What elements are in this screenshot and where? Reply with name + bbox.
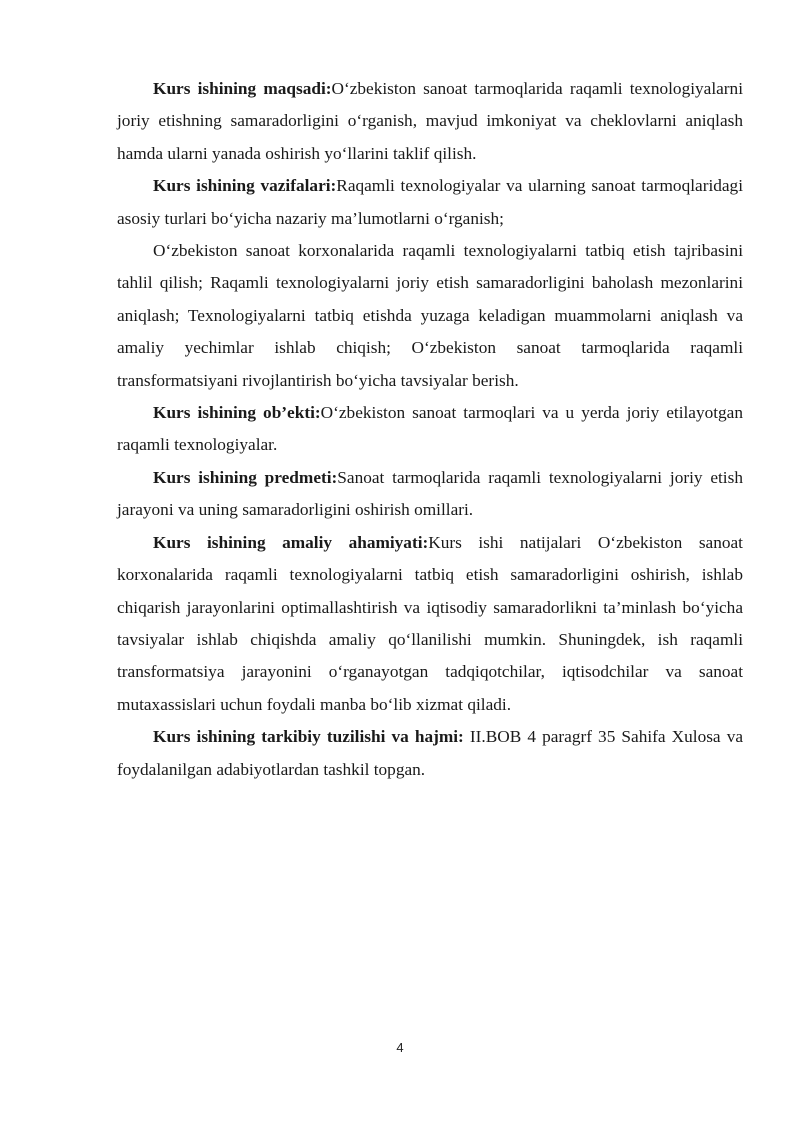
practical-significance-label: Kurs ishining amaliy ahamiyati: — [153, 532, 429, 552]
object-label: Kurs ishining ob’ekti: — [153, 403, 321, 423]
subject-text: Sanoat tarmoqlarida raqamli texnologiyalarni joriy etish jarayoni va uning samaradorligini oshirish omillari. — [117, 467, 743, 520]
paragraph-tasks-continued — [117, 235, 743, 397]
structure-text: II.BOB 4 paragrf 35 Sahifa Xulosa va foydalanilgan adabiyotlardan tashkil topgan. — [117, 727, 743, 779]
paragraph-purpose — [117, 73, 743, 170]
paragraph-tasks — [117, 170, 743, 235]
purpose-text: O‘zbekiston sanoat tarmoqlarida raqamli texnologiyalarni joriy etishning samaradorligini o‘rganish, mavjud imkoniyat va cheklovlarni aniqlash hamda ularni yanada oshirish yo‘llarini taklif qilish. — [117, 79, 743, 163]
purpose-label: Kurs ishining maqsadi: — [153, 79, 332, 98]
tasks-continued-text: O‘zbekiston sanoat korxonalarida raqamli texnologiyalarni tatbiq etish tajribasini tahlil qilish; Raqamli texnologiyalarni joriy etish samaradorligini baholash mezonlarini aniqlash; Texnologiyalarni tatbiq etishda yuzaga keladigan muammolarni aniqlash va amaliy yechimlar ishlab chiqish; O‘zbekiston sanoat tarmoqlarida raqamli transformatsiyani rivojlantirish bo‘yicha tavsiyalar berish. — [117, 241, 743, 390]
paragraph-structure — [117, 721, 743, 786]
paragraph-practical-significance — [117, 527, 743, 721]
paragraph-object — [117, 397, 743, 462]
practical-significance-text: Kurs ishi natijalari O‘zbekiston sanoat korxonalarida raqamli texnologiyalarni tatbiq etish samaradorligini oshirish, ishlab chiqarish jarayonlarini optimallashtirish va iqtisodiy samaradorlikni ta’minlash bo‘yicha tavsiyalar ishlab chiqishda amaliy qo‘llanilishi mumkin. Shuningdek, ish raqamli transformatsiya jarayonini o‘rganayotgan tadqiqotchilar, iqtisodchilar va sanoat mutaxassislari uchun foydali manba bo‘lib xizmat qiladi. — [117, 532, 743, 714]
page-number: 4 — [396, 1040, 404, 1055]
subject-label: Kurs ishining predmeti: — [153, 467, 338, 487]
tasks-text: Raqamli texnologiyalar va ularning sanoat tarmoqlaridagi asosiy turlari bo‘yicha nazariy ma’lumotlarni o‘rganish; — [117, 176, 743, 228]
paragraph-subject — [117, 462, 743, 527]
tasks-label: Kurs ishining vazifalari: — [153, 176, 337, 196]
object-text: O‘zbekiston sanoat tarmoqlari va u yerda joriy etilayotgan raqamli texnologiyalar. — [117, 403, 743, 455]
structure-label: Kurs ishining tarkibiy tuzilishi va hajmi: — [153, 727, 464, 747]
page-body — [117, 73, 743, 786]
